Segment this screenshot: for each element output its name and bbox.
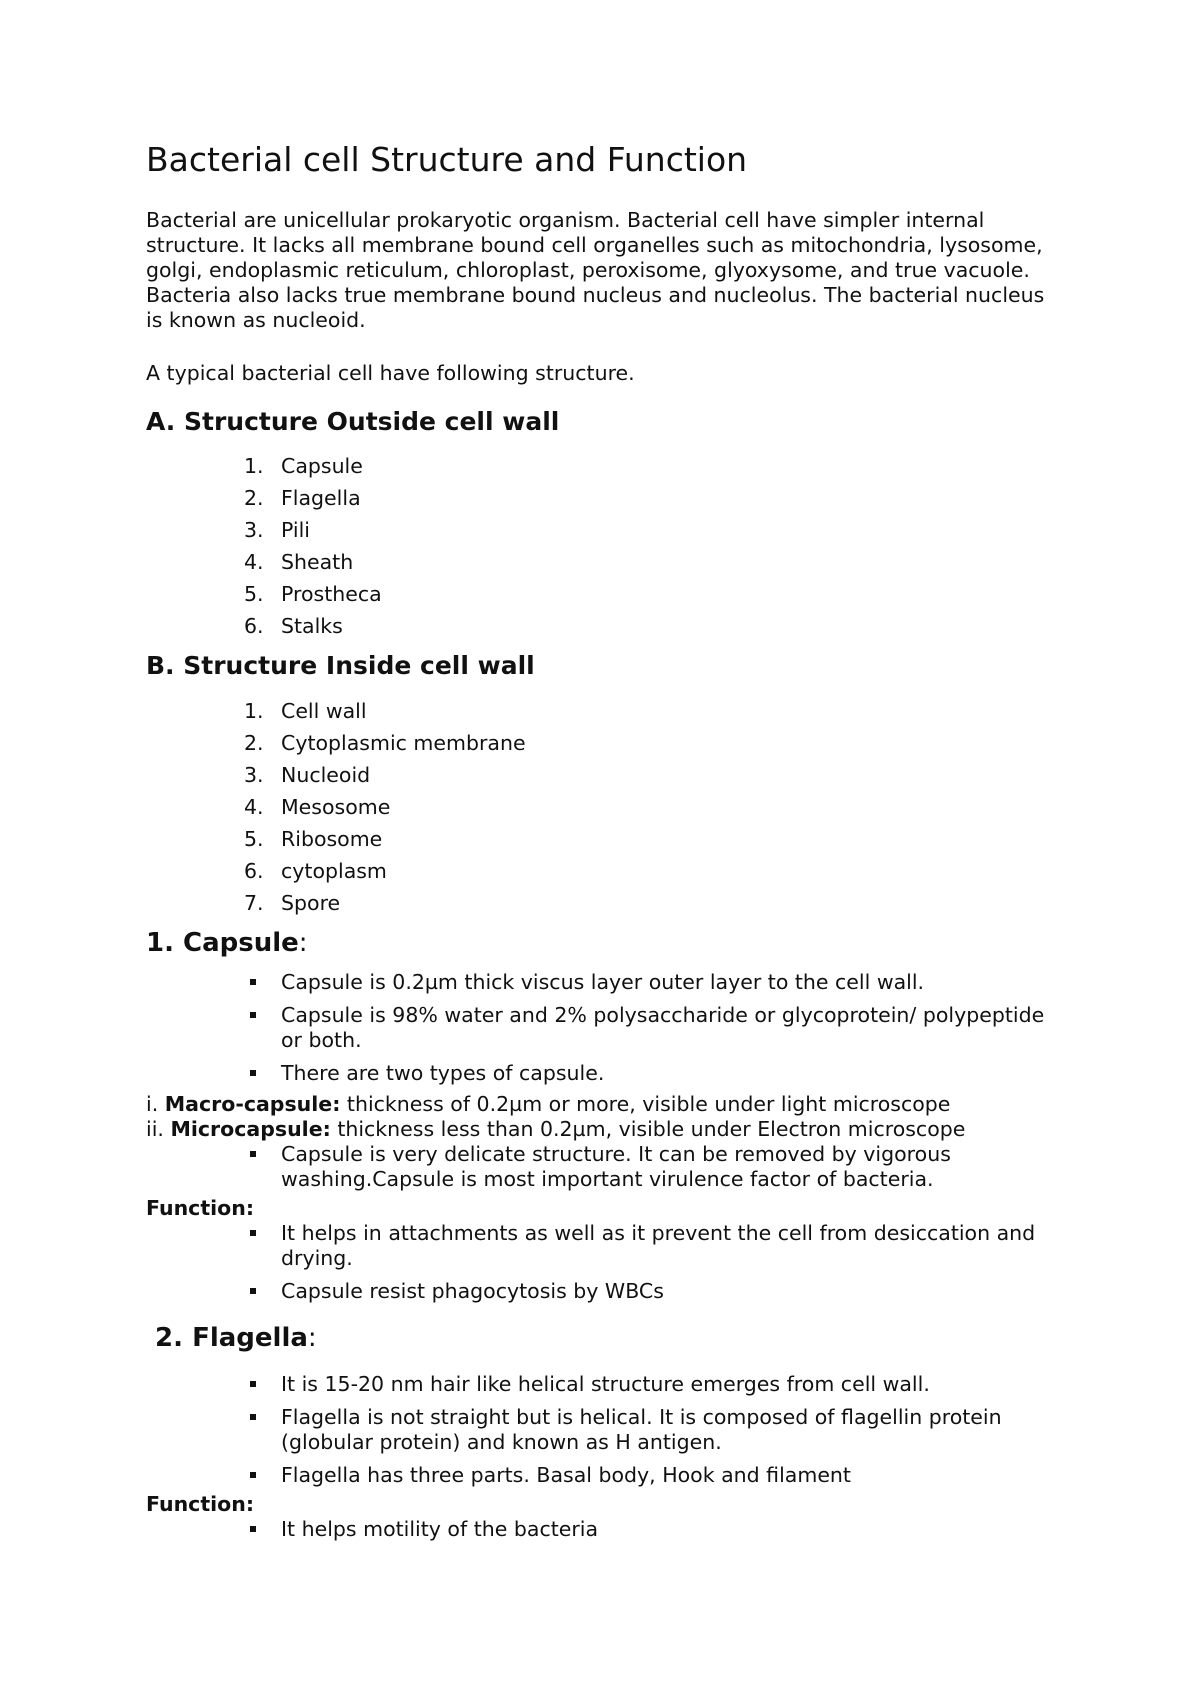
list-item: 4. Sheath [244, 550, 354, 575]
section-b-heading: B. Structure Inside cell wall [146, 651, 535, 681]
square-bullet-icon [250, 1381, 256, 1387]
list-item: There are two types of capsule. [281, 1061, 1046, 1086]
section-a-list [146, 450, 1046, 642]
list-item: 6. cytoplasm [244, 858, 387, 883]
square-bullet-icon [250, 1288, 256, 1294]
typical-structure-sentence: A typical bacterial cell have following structure. [146, 360, 635, 385]
list-item: Capsule is 0.2µm thick viscus layer outer layer to the cell wall. [281, 970, 1046, 995]
square-bullet-icon [250, 1472, 256, 1478]
flagella-bullets [146, 1372, 1046, 1488]
list-item: 3. Pili [244, 518, 310, 543]
list-item: Capsule is 98% water and 2% polysaccharide or glycoprotein/ polypeptide or both. [281, 1003, 1046, 1053]
list-item: It is 15-20 nm hair like helical structure emerges from cell wall. [281, 1372, 1046, 1397]
flagella-heading: 2. Flagella: [146, 1323, 317, 1354]
document-content [146, 140, 1046, 1550]
list-item: 6. Stalks [244, 614, 343, 639]
square-bullet-icon [250, 1012, 256, 1018]
list-item: Flagella is not straight but is helical. It is composed of flagellin protein (globular protein) and known as H antigen. [281, 1405, 1046, 1455]
square-bullet-icon [250, 1070, 256, 1076]
capsule-function-label: Function: [146, 1196, 255, 1221]
list-item: It helps motility of the bacteria [281, 1517, 1046, 1542]
flagella-function-bullets [146, 1517, 1046, 1542]
capsule-function-bullets [146, 1221, 1046, 1304]
square-bullet-icon [250, 1526, 256, 1532]
square-bullet-icon [250, 1230, 256, 1236]
list-item: Flagella has three parts. Basal body, Hook and filament [281, 1463, 1046, 1488]
list-item: 5. Ribosome [244, 826, 383, 851]
list-item: 7. Spore [244, 890, 341, 915]
document-title: Bacterial cell Structure and Function [146, 140, 748, 179]
list-item: Capsule is very delicate structure. It can be removed by vigorous washing.Capsule is most important virulence factor of bacteria. [281, 1142, 1046, 1192]
list-item: It helps in attachments as well as it prevent the cell from desiccation and drying. [281, 1221, 1046, 1271]
capsule-heading: 1. Capsule: [146, 927, 308, 958]
list-item: 2. Cytoplasmic membrane [244, 730, 526, 755]
list-item: Capsule resist phagocytosis by WBCs [281, 1279, 1046, 1304]
section-b-list [146, 695, 1046, 919]
capsule-bullets-after [146, 1142, 1046, 1192]
intro-paragraph: Bacterial are unicellular prokaryotic organism. Bacterial cell have simpler internal structure. It lacks all membrane bound cell organelles such as mitochondria, lysosome, golgi, endoplasmic reticulum, chloroplast, peroxisome, glyoxysome, and true vacuole. Bacteria also lacks true membrane bound nucleus and nucleolus. The bacterial nucleus is known as nucleoid. [146, 207, 1045, 332]
list-item: 5. Prostheca [244, 582, 382, 607]
capsule-type-macro: i. Macro-capsule: thickness of 0.2µm or more, visible under light microscope [146, 1092, 951, 1117]
section-a-heading: A. Structure Outside cell wall [146, 406, 560, 436]
square-bullet-icon [250, 1151, 256, 1157]
list-item: 2. Flagella [244, 486, 361, 511]
capsule-type-micro: ii. Microcapsule: thickness less than 0.2µm, visible under Electron microscope [146, 1117, 966, 1142]
list-item: 1. Cell wall [244, 698, 367, 723]
list-item: 1. Capsule [244, 454, 363, 479]
list-item: 3. Nucleoid [244, 762, 371, 787]
flagella-function-label: Function: [146, 1492, 255, 1517]
square-bullet-icon [250, 979, 256, 985]
list-item: 4. Mesosome [244, 794, 391, 819]
capsule-bullets [146, 970, 1046, 1086]
square-bullet-icon [250, 1414, 256, 1420]
